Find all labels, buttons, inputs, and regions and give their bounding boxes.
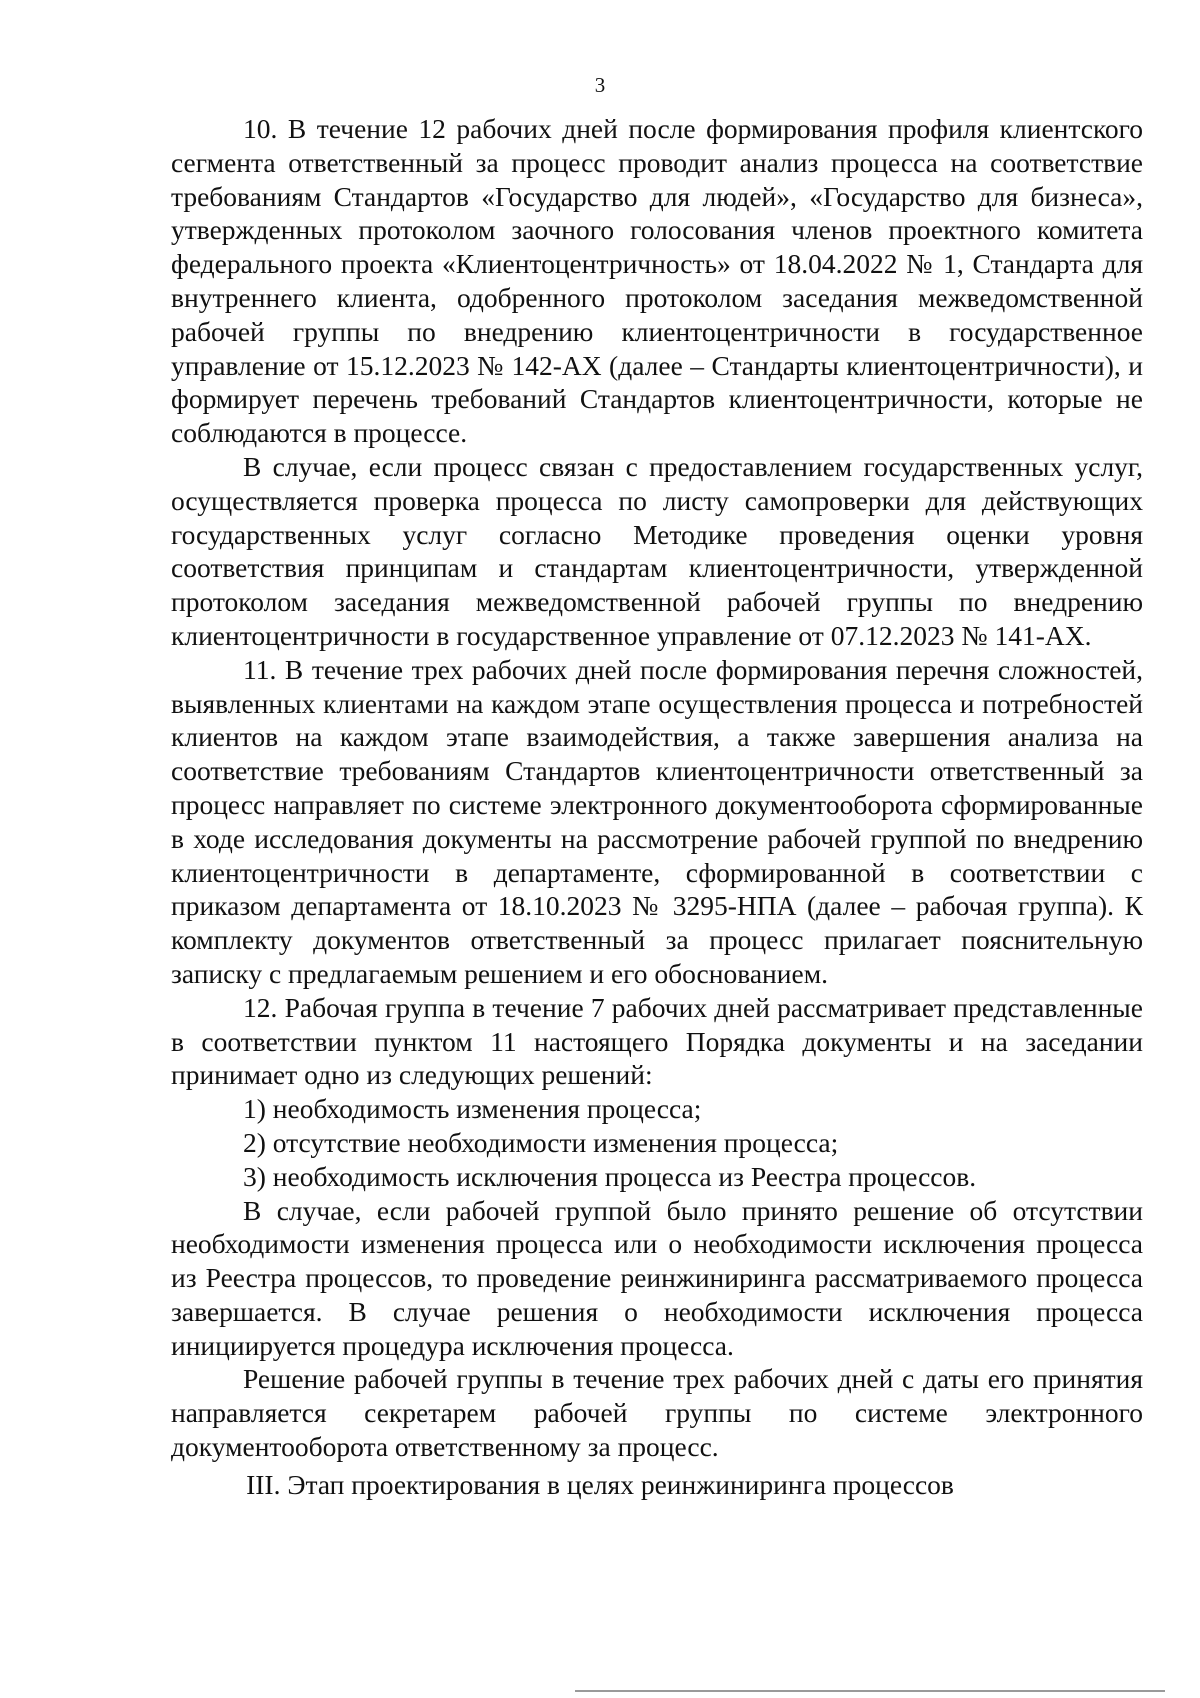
decision-option-3: 3) необходимость исключения процесса из Реестра процессов.	[243, 1160, 977, 1192]
paragraph-public-services-check: В случае, если процесс связан с предоставлением государственных услуг, осуществляется проверка процесса по листу самопроверки для действующих государственных услуг согласно Методике проведения оценки уровня соответствия принципам и стандартам клиентоцентричности, утвержденной протоколом заседания межведомственной рабочей группы по внедрению клиентоцентричности в государственное управление от 07.12.2023 № 141-АХ.	[171, 450, 1143, 651]
paragraph-item-10: 10. В течение 12 рабочих дней после формирования профиля клиентского сегмента ответственный за процесс проводит анализ процесса на соответствие требованиям Стандартов «Государство для людей», «Государство для бизнеса», утвержденных протоколом заочного голосования членов проектного комитета федерального проекта «Клиентоцентричность» от 18.04.2022 № 1, Стандарта для внутреннего клиента, одобренного протоколом заседания межведомственной рабочей группы по внедрению клиентоцентричности в государственное управление от 15.12.2023 № 142-АХ (далее – Стандарты клиентоцентричности), и формирует перечень требований Стандартов клиентоцентричности, которые не соблюдаются в процессе.	[171, 113, 1143, 449]
paragraph-item-11: 11. В течение трех рабочих дней после формирования перечня сложностей, выявленных клиентами на каждом этапе осуществления процесса и потребностей клиентов на каждом этапе взаимодействия, а также завершения анализа на соответствие требованиям Стандартов клиентоцентричности ответственный за процесс направляет по системе электронного документооборота сформированные в ходе исследования документы на рассмотрение рабочей группой по внедрению клиентоцентричности в департаменте, сформированной в соответствии с приказом департамента от 18.10.2023 № 3295-НПА (далее – рабочая группа). К комплекту документов ответственный за процесс прилагает пояснительную записку с предлагаемым решением и его обоснованием.	[171, 653, 1143, 989]
decision-option-2: 2) отсутствие необходимости изменения процесса;	[243, 1126, 839, 1158]
paragraph-item-12: 12. Рабочая группа в течение 7 рабочих дней рассматривает представленные в соответствии пунктом 11 настоящего Порядка документы и на заседании принимает одно из следующих решений:	[171, 991, 1143, 1091]
bottom-rule	[575, 1690, 1165, 1692]
decision-option-1: 1) необходимость изменения процесса;	[243, 1093, 702, 1125]
page-number: 3	[594, 73, 606, 97]
paragraph-decision-outcome: В случае, если рабочей группой было принято решение об отсутствии необходимости изменения процесса или о необходимости исключения процесса из Реестра процессов, то проведение реинжиниринга рассматриваемого процесса завершается. В случае решения о необходимости исключения процесса инициируется процедура исключения процесса.	[171, 1194, 1143, 1361]
paragraph-decision-delivery: Решение рабочей группы в течение трех рабочих дней с даты его принятия направляется секретарем рабочей группы по системе электронного документооборота ответственному за процесс.	[171, 1363, 1143, 1463]
document-body	[171, 112, 1143, 1464]
section-heading: III. Этап проектирования в целях реинжиниринга процессов	[246, 1469, 954, 1500]
